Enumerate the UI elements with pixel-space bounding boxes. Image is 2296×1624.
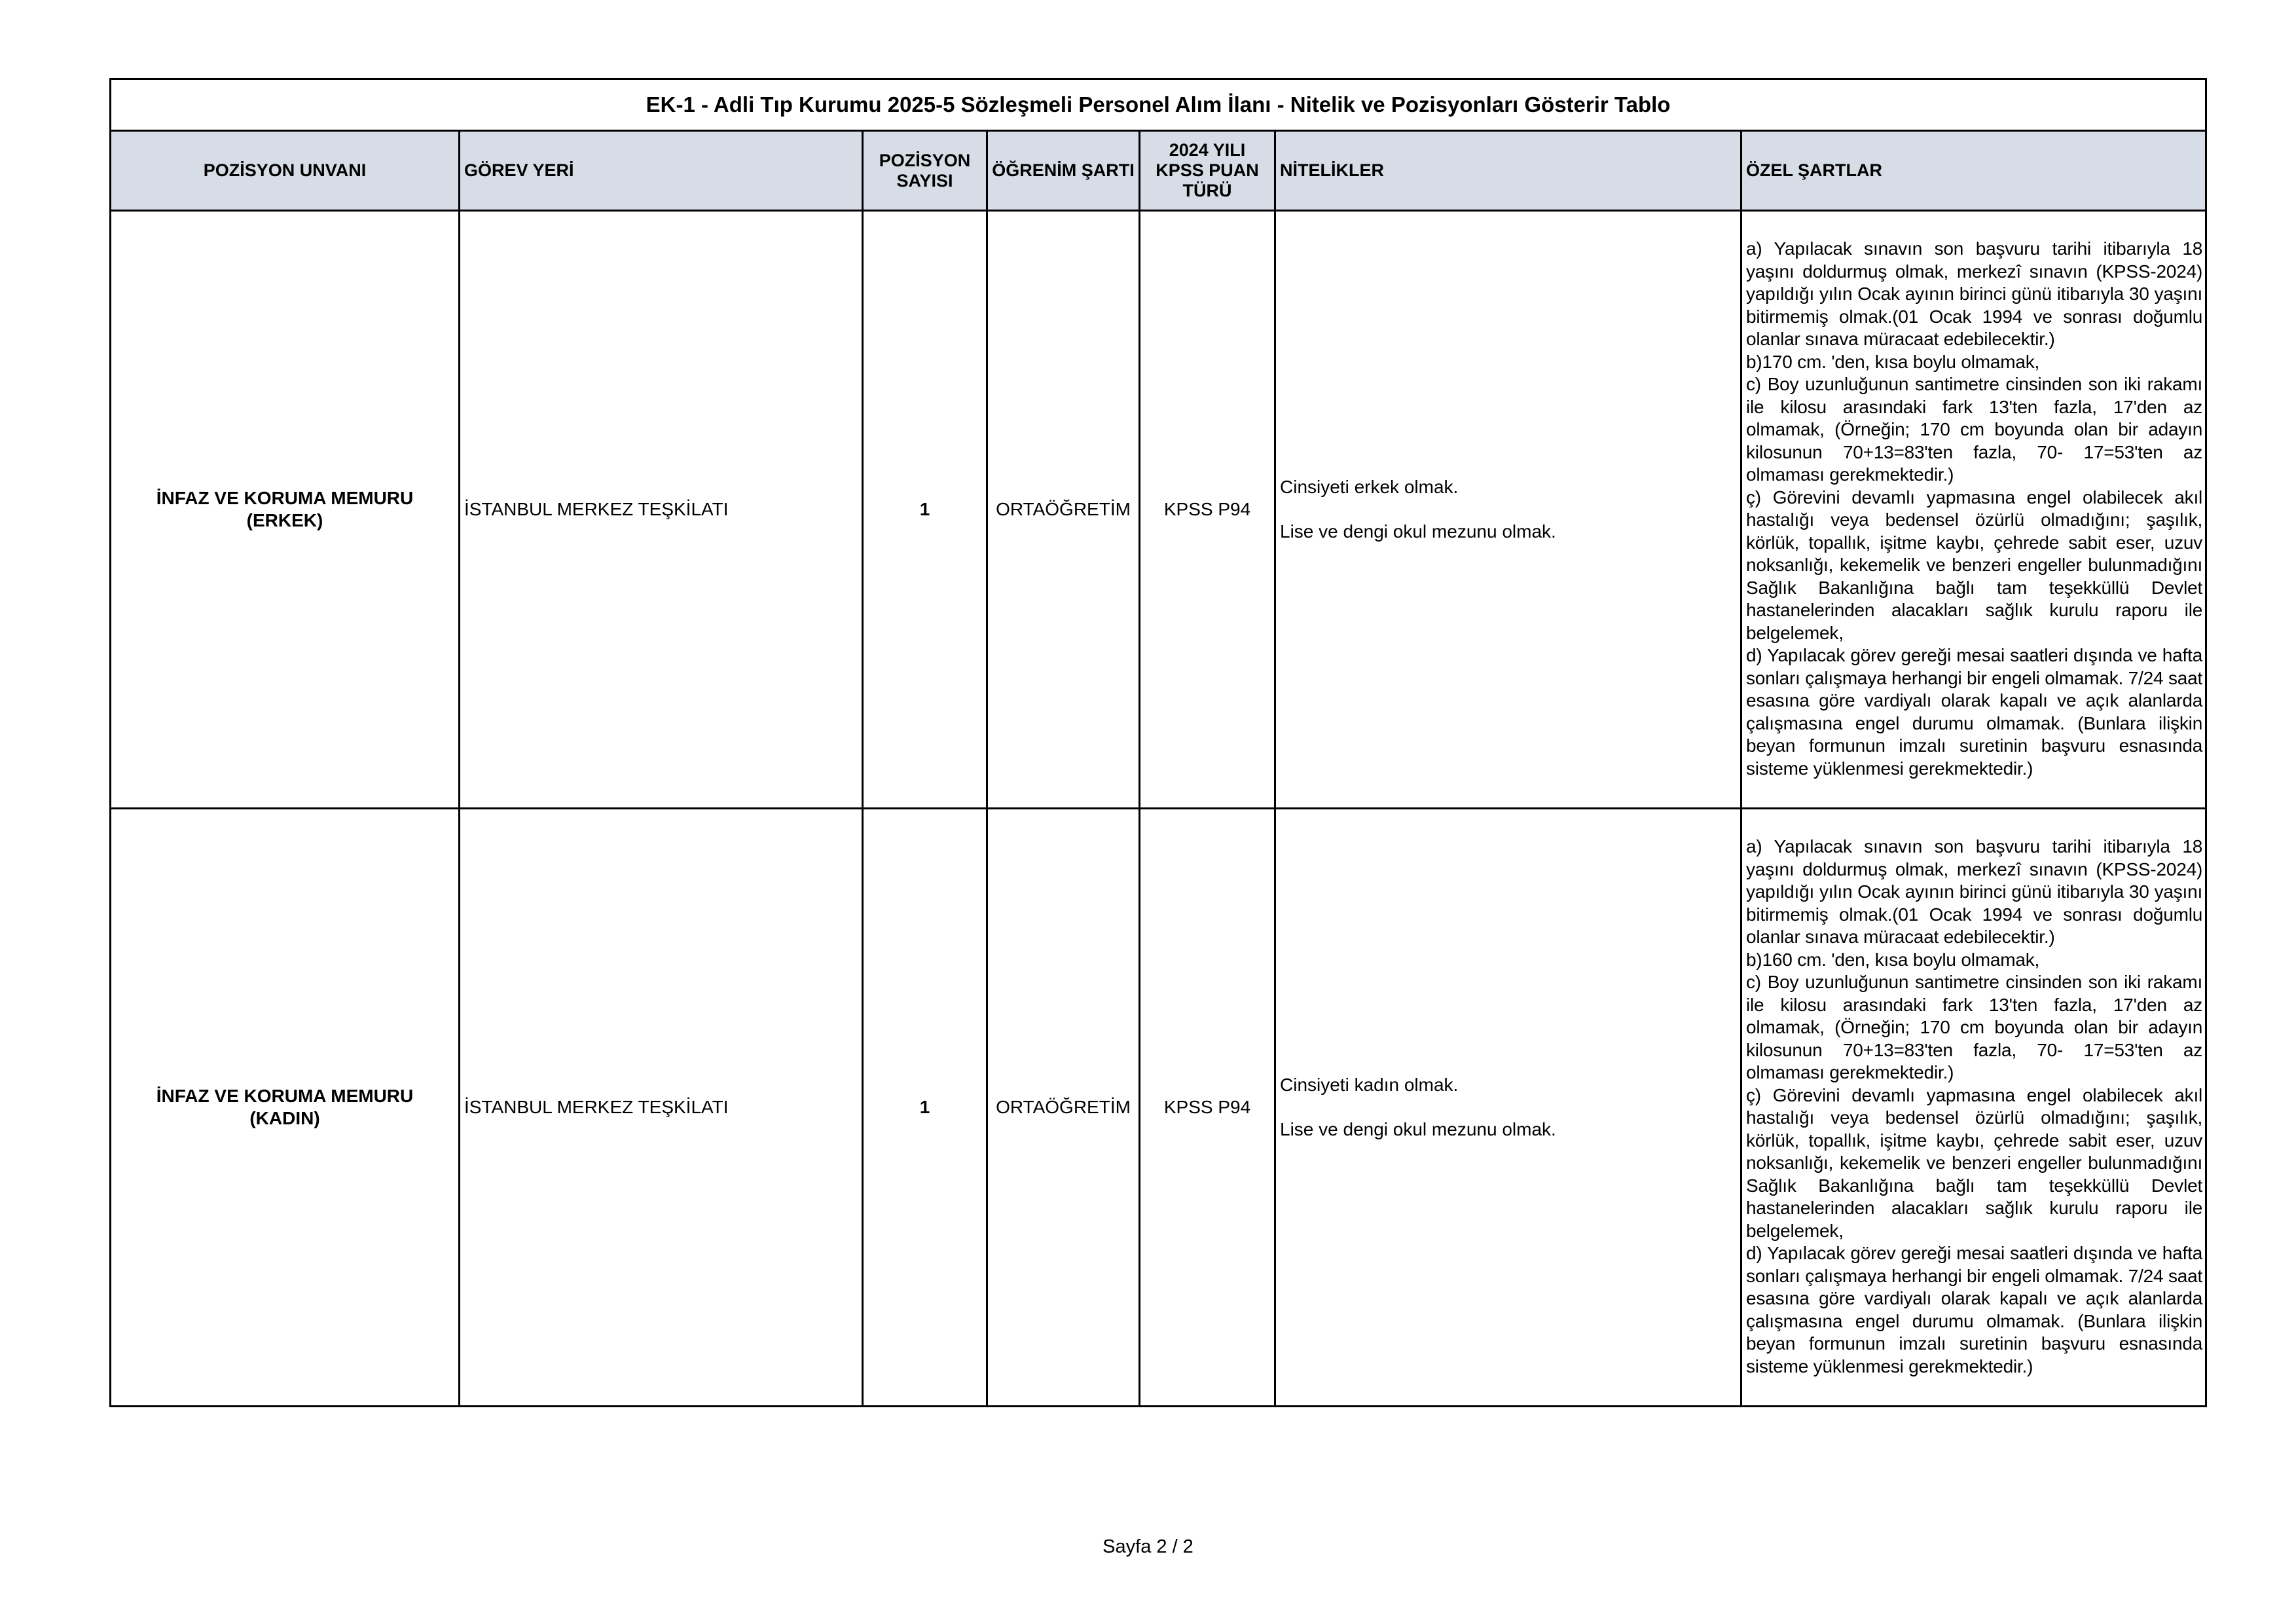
pozisyon-unvani-cell: İNFAZ VE KORUMA MEMURU (KADIN) xyxy=(111,809,460,1407)
nitelikler-cell xyxy=(1275,211,1741,809)
ozel-sartlar-cell xyxy=(1741,809,2206,1407)
header-gorev-yeri: GÖREV YERİ xyxy=(460,131,863,211)
gorev-yeri-cell: İSTANBUL MERKEZ TEŞKİLATI xyxy=(460,809,863,1407)
nitelik-item: Cinsiyeti kadın olmak. xyxy=(1280,1074,1459,1095)
ozel-sart-item: ç) Görevini devamlı yapmasına engel olabilecek akıl hastalığı veya bedensel özürlü olmadığını; şaşılık, körlük, topallık, işitme kaybı, çehrede sabit eser, uzuv noksanlığı, kekemelik ve benzeri engeller bulunmadığını Sağlık Bakanlığına bağlı tam teşekküllü Devlet hastanelerinden alacakları sağlık kurulu raporu ile belgelemek, xyxy=(1746,487,2203,643)
ozel-sartlar-cell xyxy=(1741,211,2206,809)
ozel-sart-item: c) Boy uzunluğunun santimetre cinsinden son iki rakamı ile kilosu arasındaki fark 13'ten fazla, 17'den az olmamak, (Örneğin; 170 cm boyunda olan bir adayın kilosunun 70+13=83'ten fazla, 70- 17=53'ten az olmaması gerekmektedir.) xyxy=(1746,374,2203,485)
ozel-sart-item: ç) Görevini devamlı yapmasına engel olabilecek akıl hastalığı veya bedensel özürlü olmadığını; şaşılık, körlük, topallık, işitme kaybı, çehrede sabit eser, uzuv noksanlığı, kekemelik ve benzeri engeller bulunmadığını Sağlık Bakanlığına bağlı tam teşekküllü Devlet hastanelerinden alacakları sağlık kurulu raporu ile belgelemek, xyxy=(1746,1084,2203,1241)
ozel-sart-item: a) Yapılacak sınavın son başvuru tarihi itibarıyla 18 yaşını doldurmuş olmak, merkezî sınavın (KPSS-2024) yapıldığı yılın Ocak ayının birinci günü itibarıyla 30 yaşını bitirmemiş olmak.(01 Ocak 1994 ve sonrası doğumlu olanlar sınava müracaat edebilecektir.) xyxy=(1746,238,2203,349)
ogrenim-sarti-cell: ORTAÖĞRETİM xyxy=(987,809,1140,1407)
ozel-sart-item: a) Yapılacak sınavın son başvuru tarihi itibarıyla 18 yaşını doldurmuş olmak, merkezî sınavın (KPSS-2024) yapıldığı yılın Ocak ayının birinci günü itibarıyla 30 yaşını bitirmemiş olmak.(01 Ocak 1994 ve sonrası doğumlu olanlar sınava müracaat edebilecektir.) xyxy=(1746,836,2203,947)
gorev-yeri-cell: İSTANBUL MERKEZ TEŞKİLATI xyxy=(460,211,863,809)
pozisyon-sayisi-cell: 1 xyxy=(863,809,987,1407)
header-nitelikler: NİTELİKLER xyxy=(1275,131,1741,211)
header-kpss-puan-turu: 2024 YILI KPSS PUAN TÜRÜ xyxy=(1140,131,1275,211)
ozel-sart-item: b)160 cm. 'den, kısa boylu olmamak, xyxy=(1746,949,2040,970)
document-sheet xyxy=(109,78,2205,1407)
header-ozel-sartlar: ÖZEL ŞARTLAR xyxy=(1741,131,2206,211)
nitelikler-cell xyxy=(1275,809,1741,1407)
ozel-sart-item: d) Yapılacak görev gereği mesai saatleri dışında ve hafta sonları çalışmaya herhangi bir engeli olmamak. 7/24 saat esasına göre vardiyalı olarak kapalı ve açık alanlarda çalışmasına engel durumu olmamak. (Bunlara ilişkin beyan formunun imzalı suretinin başvuru esnasında sisteme yüklenmesi gerekmektedir.) xyxy=(1746,645,2203,779)
ozel-sart-item: b)170 cm. 'den, kısa boylu olmamak, xyxy=(1746,351,2040,372)
ogrenim-sarti-cell: ORTAÖĞRETİM xyxy=(987,211,1140,809)
ozel-sart-item: c) Boy uzunluğunun santimetre cinsinden son iki rakamı ile kilosu arasındaki fark 13'ten fazla, 17'den az olmamak, (Örneğin; 170 cm boyunda olan bir adayın kilosunun 70+13=83'ten fazla, 70- 17=53'ten az olmaması gerekmektedir.) xyxy=(1746,972,2203,1082)
nitelik-item: Lise ve dengi okul mezunu olmak. xyxy=(1280,1119,1556,1139)
positions-table xyxy=(109,78,2207,1407)
header-row xyxy=(111,131,2206,211)
pozisyon-unvani-cell: İNFAZ VE KORUMA MEMURU (ERKEK) xyxy=(111,211,460,809)
kpss-puan-turu-cell: KPSS P94 xyxy=(1140,809,1275,1407)
nitelik-item: Cinsiyeti erkek olmak. xyxy=(1280,476,1459,497)
title-row xyxy=(111,79,2206,131)
header-pozisyon-sayisi: POZİSYON SAYISI xyxy=(863,131,987,211)
nitelik-item: Lise ve dengi okul mezunu olmak. xyxy=(1280,521,1556,542)
header-ogrenim-sarti: ÖĞRENİM ŞARTI xyxy=(987,131,1140,211)
table-title: EK-1 - Adli Tıp Kurumu 2025-5 Sözleşmeli Personel Alım İlanı - Nitelik ve Pozisyonları Gösterir Tablo xyxy=(111,79,2206,131)
pozisyon-sayisi-cell: 1 xyxy=(863,211,987,809)
kpss-puan-turu-cell: KPSS P94 xyxy=(1140,211,1275,809)
page-footer: Sayfa 2 / 2 xyxy=(1102,1536,1194,1557)
table-row xyxy=(111,211,2206,809)
table-row xyxy=(111,809,2206,1407)
header-pozisyon-unvani: POZİSYON UNVANI xyxy=(111,131,460,211)
ozel-sart-item: d) Yapılacak görev gereği mesai saatleri dışında ve hafta sonları çalışmaya herhangi bir engeli olmamak. 7/24 saat esasına göre vardiyalı olarak kapalı ve açık alanlarda çalışmasına engel durumu olmamak. (Bunlara ilişkin beyan formunun imzalı suretinin başvuru esnasında sisteme yüklenmesi gerekmektedir.) xyxy=(1746,1243,2203,1376)
